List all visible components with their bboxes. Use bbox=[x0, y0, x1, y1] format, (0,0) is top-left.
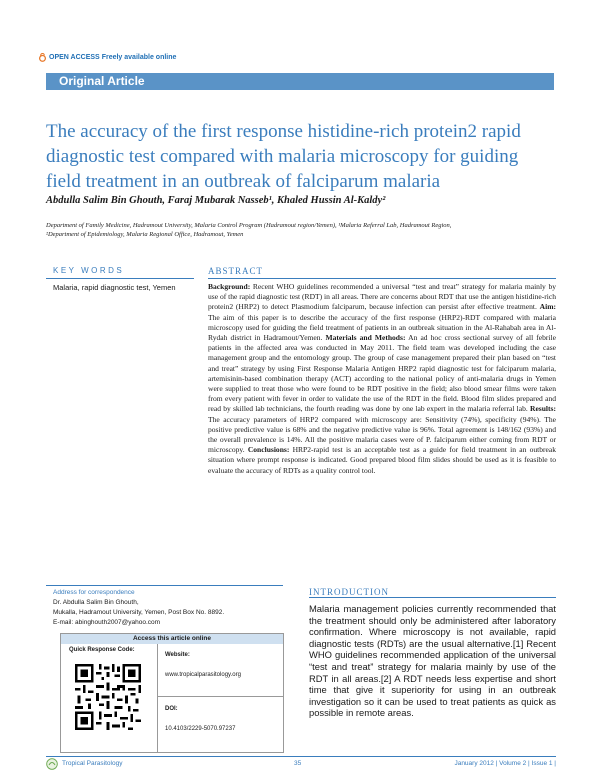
affiliations bbox=[46, 221, 556, 239]
qr-code-icon[interactable] bbox=[75, 664, 141, 730]
abstract-results: The accuracy parameters of HRP2 compared with microscopy are: Sensitivity (74%), specificity (94%). The positive predictive value is 68% and the negative predictive value is 96%. Total agreement is 148/162 (93%) and the overall prevalence is 14%. All the positive malaria cases were of P. falciparum either coming from RDT or microscopy. bbox=[208, 414, 556, 455]
footer-page-number: 35 bbox=[294, 760, 302, 767]
abstract-aim: The aim of this paper is to describe the accuracy of the first response (HRP2)-RDT compared with malaria microscopy used for guiding the field treatment of patients in an outbreak situation in the Al-Rahabah area in Al-Rydah district in Hadramout/Yemen. bbox=[208, 312, 556, 343]
access-online-box bbox=[60, 633, 284, 753]
correspondence-email[interactable]: E-mail: abinghouth2007@yahoo.com bbox=[53, 618, 161, 626]
abstract-background-label: Background: bbox=[208, 282, 251, 291]
affiliation-line: ²Department of Epidemiology, Malaria Regional Office, Hadramout, Yemen bbox=[46, 231, 244, 238]
abstract-body bbox=[208, 282, 556, 476]
open-access-label: OPEN ACCESS bbox=[49, 54, 100, 61]
abstract-conclusions-label: Conclusions: bbox=[247, 445, 290, 455]
access-box-vertical-divider bbox=[157, 644, 158, 753]
abstract-methods: An ad hoc cross sectional survey of all febrile patients in the affected area was conducted in May 2011. The field team was developed including the case management group and the entomology group. The group of case management prepared their plan based on “test and treat” strategy by using First Response Malaria Antigen HRP2 rapid diagnostic test for falciparum malaria, artemisinin-based combination therapy (ACT) according to the national policy of anti-malaria drugs in Yemen were supplied to treat those who were found to be RDT positive in the field; also blood smear films were taken from every patient with fever in order to validate the use of the RDT in the field. Blood film slides prepared and read by skilled lab technicians, the fourth reading was done by one lab expert in the malaria referral lab. bbox=[208, 333, 556, 414]
affiliation-line: Department of Family Medicine, Hadramout University, Malaria Control Program (Hadramout region/Yemen), ¹Malaria Referral Lab, Hadramout Region, bbox=[46, 222, 452, 229]
qr-code-label: Quick Response Code: bbox=[69, 647, 135, 653]
introduction-heading: INTRODUCTION bbox=[309, 587, 389, 597]
introduction-body: Malaria management policies currently recommended that the treatment should only be administered after laboratory confirmation. Where microscopy is not available, rapid diagnostic tests (RDTs) are the usual alternative.[1] Recent WHO guidelines recommended application of the universal “test and treat” strategy for malaria mainly by use of the RDT in all areas.[2] A RDT needs less expertise and short time that give it superiority for using in an outbreak investigation so it can be used to treat patients as quick as possible in remote areas. bbox=[309, 603, 556, 719]
article-title: The accuracy of the first response histidine-rich protein2 rapid diagnostic test compared with malaria microscopy for guiding field treatment in an outbreak of falciparum malaria bbox=[46, 121, 521, 192]
abstract-heading: ABSTRACT bbox=[208, 266, 264, 276]
correspondence-divider bbox=[46, 585, 283, 586]
freely-available-label: Freely available online bbox=[101, 54, 177, 61]
correspondence-block bbox=[53, 598, 278, 627]
introduction-divider bbox=[309, 597, 556, 598]
article-type: Original Article bbox=[59, 74, 145, 88]
keywords-heading: KEY WORDS bbox=[53, 266, 125, 275]
website-label: Website: bbox=[165, 652, 190, 658]
abstract-background: Recent WHO guidelines recommended a universal “test and treat” strategy for malaria mainly by use of the rapid diagnostic test (RDT) in all areas. There are concerns about RDT that use the antigen histidine-rich protein2 (HRP2) to detect Plasmodium falciparum, because infection can persist after effective treatment. bbox=[208, 282, 557, 312]
abstract-results-label: Results: bbox=[530, 404, 556, 414]
authors: Abdulla Salim Bin Ghouth, Faraj Mubarak Nasseb¹, Khaled Hussin Al-Kaldy² bbox=[46, 195, 386, 206]
access-box-horizontal-divider bbox=[157, 696, 284, 697]
keywords-divider bbox=[46, 278, 194, 279]
correspondence-name: Dr. Abdulla Salim Bin Ghouth, bbox=[53, 599, 139, 606]
journal-logo-icon bbox=[46, 758, 58, 770]
open-access-badge bbox=[38, 53, 176, 62]
correspondence-address: Mukalla, Hadramout University, Yemen, Post Box No. 8892. bbox=[53, 608, 225, 616]
open-access-lock-icon bbox=[38, 53, 47, 62]
website-link[interactable]: www.tropicalparasitology.org bbox=[165, 672, 241, 678]
article-type-bar bbox=[46, 73, 554, 90]
footer-journal-name: Tropical Parasitology bbox=[62, 760, 123, 767]
footer-divider bbox=[46, 756, 556, 757]
access-box-title: Access this article online bbox=[61, 634, 283, 644]
keywords-text: Malaria, rapid diagnostic test, Yemen bbox=[53, 283, 176, 292]
correspondence-heading: Address for correspondence bbox=[53, 589, 135, 596]
abstract-methods-label: Materials and Methods: bbox=[325, 333, 406, 343]
doi-label: DOI: bbox=[165, 706, 178, 712]
abstract-divider bbox=[208, 278, 556, 279]
footer-issue-info: January 2012 | Volume 2 | Issue 1 | bbox=[454, 760, 556, 767]
abstract-conclusions: HRP2-rapid test is an acceptable test as a guide for field treatment in an outbreak situation where prompt response is indicated. Good prepared blood film slides should be used as it is feasible to evaluate the accuracy of RDTs as a quality control tool. bbox=[208, 445, 556, 475]
abstract-aim-label: Aim: bbox=[539, 302, 557, 312]
doi-value[interactable]: 10.4103/2229-5070.97237 bbox=[165, 726, 236, 732]
